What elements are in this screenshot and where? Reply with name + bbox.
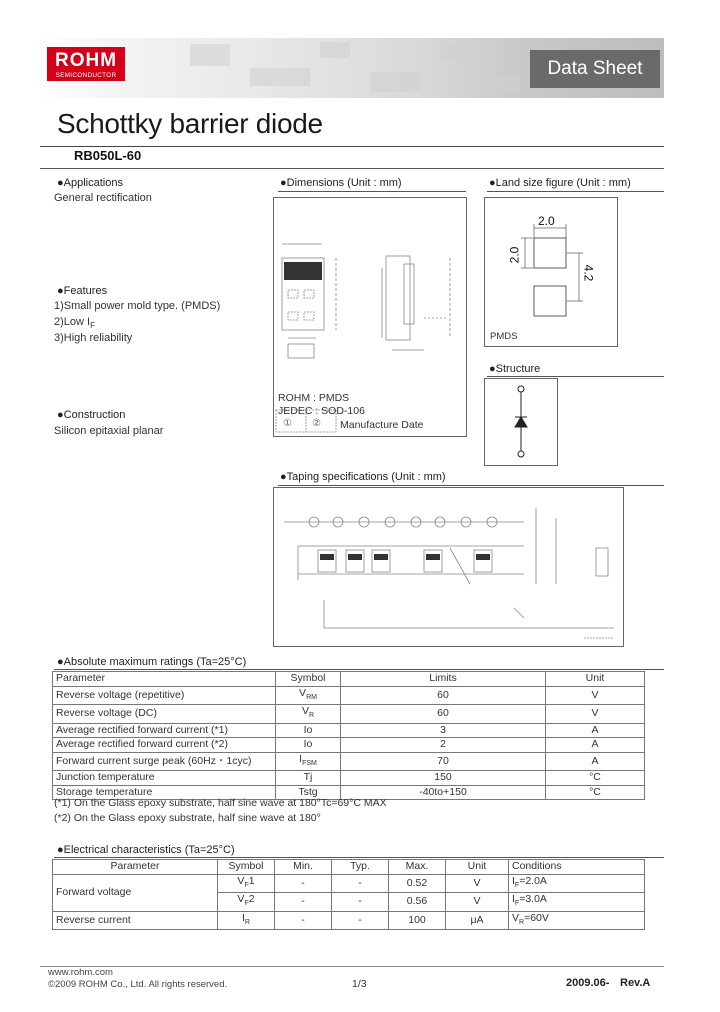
typ: - [332, 874, 389, 893]
typ: - [332, 893, 389, 912]
land-height-dim: 2.0 [507, 246, 522, 264]
unit: V [546, 686, 645, 705]
table-row [53, 771, 645, 786]
symbol: Tstg [276, 785, 341, 800]
symbol: $V_R$ [276, 705, 341, 724]
dimensions-heading: ●Dimensions (Unit : mm) [280, 177, 402, 189]
unit: °C [546, 771, 645, 786]
table-row [53, 752, 645, 771]
param-forward-voltage: Forward voltage [53, 874, 218, 911]
footer-rule [40, 966, 664, 967]
diode-symbol [485, 379, 557, 465]
applications-heading: ●Applications [57, 177, 123, 189]
footer-date: 2009.06- [566, 977, 610, 989]
land-package: PMDS [490, 331, 518, 342]
symbol: Tj [276, 771, 341, 786]
typ: - [332, 911, 389, 930]
table-row [53, 672, 645, 687]
param: Reverse voltage (DC) [53, 705, 276, 724]
unit: μA [446, 911, 509, 930]
col-symbol: Symbol [218, 860, 275, 875]
param: Average rectified forward current (*1) [53, 723, 276, 738]
col-typ: Typ. [332, 860, 389, 875]
package-label: ROHM : PMDS [278, 392, 350, 404]
col-parameter: Parameter [53, 672, 276, 687]
param: Forward current surge peak (60Hz・1cyc) [53, 752, 276, 771]
col-conditions: Conditions [509, 860, 645, 875]
symbol: $V_F1$ [218, 874, 275, 893]
col-limits: Limits [341, 672, 546, 687]
limit: 150 [341, 771, 546, 786]
table-row [53, 705, 645, 724]
data-sheet-label: Data Sheet [530, 50, 660, 88]
construction-item: Silicon epitaxial planar [54, 425, 164, 437]
param-reverse-current: Reverse current [53, 911, 218, 930]
abs-max-rule [54, 669, 664, 670]
feature-item-2: 2)Low $I_F$ [54, 316, 95, 331]
limit: 2 [341, 738, 546, 753]
footer-copyright: ©2009 ROHM Co., Ltd. All rights reserved. [48, 979, 228, 990]
title-rule [40, 146, 664, 147]
applications-item: General rectification [54, 192, 152, 204]
col-min: Min. [275, 860, 332, 875]
unit: A [546, 738, 645, 753]
min: - [275, 874, 332, 893]
abs-max-table [52, 671, 645, 800]
unit: V [546, 705, 645, 724]
symbol: $V_{RM}$ [276, 686, 341, 705]
footer-rev: Rev.A [620, 977, 651, 989]
min: - [275, 911, 332, 930]
features-heading: ●Features [57, 285, 108, 297]
col-symbol: Symbol [276, 672, 341, 687]
col-unit: Unit [446, 860, 509, 875]
page-number: 1/3 [352, 978, 367, 990]
limit: 3 [341, 723, 546, 738]
unit: V [446, 874, 509, 893]
taping-heading: ●Taping specifications (Unit : mm) [280, 471, 446, 483]
page-title: Schottky barrier diode [57, 108, 323, 139]
elec-table [52, 859, 645, 930]
symbol: $V_F2$ [218, 893, 275, 912]
abs-max-heading: ●Absolute maximum ratings (Ta=25°C) [57, 656, 247, 668]
max: 0.52 [389, 874, 446, 893]
unit: °C [546, 785, 645, 800]
unit: A [546, 752, 645, 771]
symbol: $I_R$ [218, 911, 275, 930]
limit: 60 [341, 686, 546, 705]
table-row [53, 874, 645, 893]
land-rule [487, 191, 664, 192]
limit: 60 [341, 705, 546, 724]
param: Average rectified forward current (*2) [53, 738, 276, 753]
elec-heading: ●Electrical characteristics (Ta=25°C) [57, 844, 235, 856]
condition: $I_F=3.0A$ [509, 893, 645, 912]
param: Junction temperature [53, 771, 276, 786]
mark-1: ① [283, 418, 292, 429]
limit: 70 [341, 752, 546, 771]
construction-heading: ●Construction [57, 409, 126, 421]
col-unit: Unit [546, 672, 645, 687]
part-rule [40, 168, 664, 169]
col-max: Max. [389, 860, 446, 875]
table-row [53, 911, 645, 930]
symbol: Io [276, 723, 341, 738]
part-number: RB050L-60 [74, 148, 142, 163]
dimensions-rule [278, 191, 466, 192]
elec-rule [54, 857, 664, 858]
structure-heading: ●Structure [489, 363, 541, 375]
table-row [53, 860, 645, 875]
unit: A [546, 723, 645, 738]
note-2: (*2) On the Glass epoxy substrate, half sine wave at 180° [54, 812, 321, 824]
table-row [53, 686, 645, 705]
taping-rule [278, 485, 664, 486]
max: 0.56 [389, 893, 446, 912]
condition: $I_F=2.0A$ [509, 874, 645, 893]
limit: -40to+150 [341, 785, 546, 800]
taping-box [273, 487, 624, 647]
param: Reverse voltage (repetitive) [53, 686, 276, 705]
land-heading: ●Land size figure (Unit : mm) [489, 177, 631, 189]
structure-box [484, 378, 558, 466]
land-width-dim: 2.0 [538, 214, 555, 228]
symbol: $I_{FSM}$ [276, 752, 341, 771]
table-row [53, 738, 645, 753]
jedec-label: JEDEC : SOD-106 [278, 405, 365, 417]
taping-drawing [274, 488, 623, 646]
logo-brand: ROHM [54, 50, 118, 71]
symbol: Io [276, 738, 341, 753]
manufacture-label: Manufacture Date [340, 419, 424, 431]
rohm-logo [47, 47, 125, 81]
feature-item-3: 3)High reliability [54, 332, 133, 344]
param: Storage temperature [53, 785, 276, 800]
feature-item-1: 1)Small power mold type. (PMDS) [54, 300, 221, 312]
unit: V [446, 893, 509, 912]
mark-2: ② [312, 418, 321, 429]
min: - [275, 893, 332, 912]
col-parameter: Parameter [53, 860, 218, 875]
structure-rule [487, 376, 664, 377]
footer-url[interactable]: www.rohm.com [48, 967, 113, 978]
logo-sub: SEMICONDUCTOR [55, 72, 117, 79]
condition: $V_R=60V$ [509, 911, 645, 930]
land-pitch-dim: 4.2 [581, 264, 596, 282]
note-1: (*1) On the Glass epoxy substrate, half sine wave at 180°Tc=69°C MAX [54, 797, 387, 809]
table-row [53, 723, 645, 738]
max: 100 [389, 911, 446, 930]
